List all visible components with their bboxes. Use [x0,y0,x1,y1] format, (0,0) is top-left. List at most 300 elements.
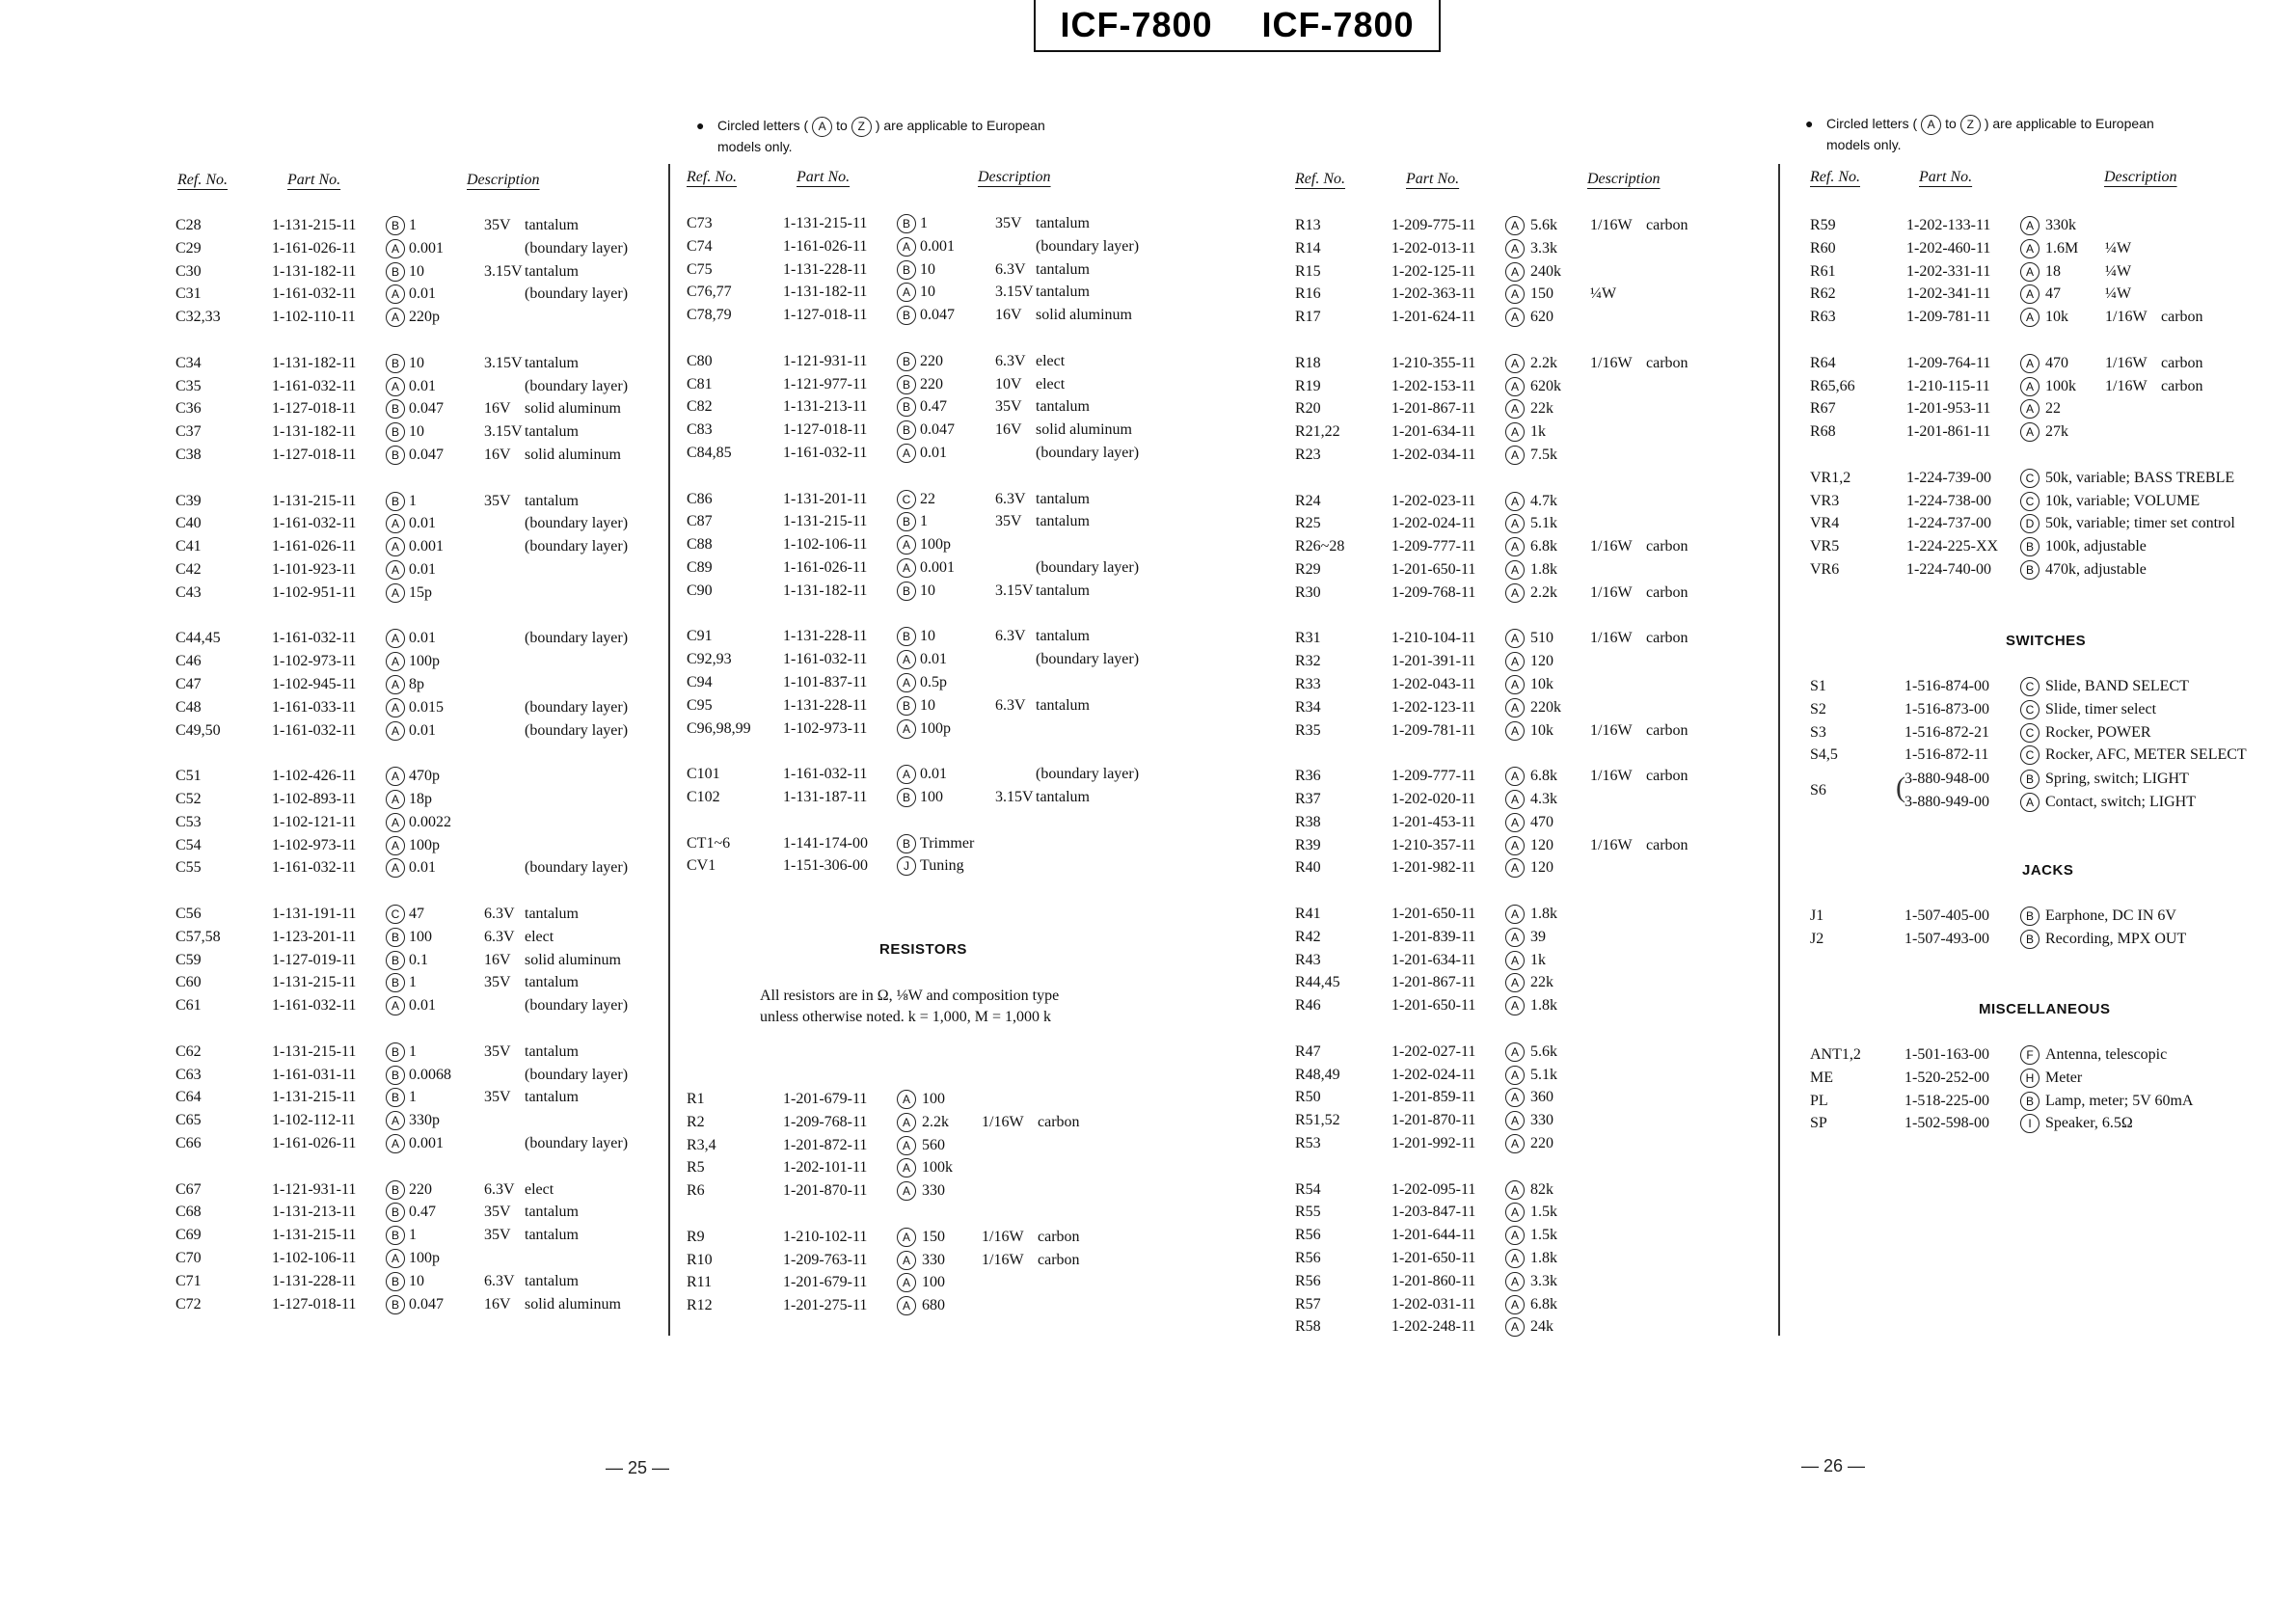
ref-no: J1 [1810,907,1824,924]
value: 330 [922,1182,945,1200]
part-no: 1-201-650-11 [1391,1250,1476,1266]
ref-no: R21,22 [1295,423,1340,441]
part-row [1810,558,2273,582]
type: tantalum [525,974,579,991]
part-no: 1-209-781-11 [1391,721,1476,739]
rating: 1/16W [982,1113,1024,1130]
part-no: 1-127-018-11 [783,421,868,439]
part-row [176,1224,658,1247]
ref-no: C87 [687,513,713,530]
part-no: 1-102-112-11 [272,1112,356,1129]
circled-letter-b: B [897,627,916,646]
part-no: 1-102-951-11 [272,583,357,601]
part-row [687,556,1169,580]
type: solid aluminum [525,447,621,463]
value: 0.01 [920,445,947,461]
value: 150 [922,1228,945,1245]
circled-letter-a: A [1505,1042,1525,1062]
part-no: 1-201-391-11 [1391,653,1476,670]
ref-no: C36 [176,400,202,418]
part-row [687,694,1169,717]
circled-letter-b: B [386,422,405,442]
circled-letter-j: J [897,856,916,876]
part-no: 1-131-215-11 [783,513,868,530]
value: 330p [409,1112,440,1129]
value: 0.001 [409,1135,444,1151]
part-row [176,926,658,949]
rating: 35V [484,217,511,233]
type: tantalum [525,906,579,922]
value: 2.2k [1530,354,1557,371]
rating: 6.3V [484,1272,515,1289]
ref-no: C95 [687,696,713,714]
part-no: 1-161-032-11 [272,721,357,739]
part-no: 1-210-102-11 [783,1228,868,1245]
circled-letter-c: C [2020,469,2039,488]
ref-no: R2 [687,1113,705,1130]
value: 330k [2045,217,2076,233]
ref-no: R55 [1295,1204,1321,1221]
part-no: 1-209-763-11 [783,1251,868,1268]
description: Antenna, telescopic [2045,1046,2168,1063]
type: (boundary layer) [1036,445,1140,461]
value: 1.5k [1530,1204,1557,1221]
ref-no: C73 [687,215,713,231]
part-row [1295,765,1739,788]
value: 10 [409,262,424,280]
part-no: 1-209-777-11 [1391,538,1476,555]
circled-letter-a: A [2020,308,2039,327]
page-number-left: — 25 — [606,1458,670,1477]
description: Slide, BAND SELECT [2045,678,2189,694]
rating: 1/16W [2105,354,2147,371]
rating: 6.3V [484,928,515,945]
value: 1.6M [2045,239,2079,257]
value: 120 [1530,859,1553,877]
part-row [687,832,1169,855]
part-no: 1-209-777-11 [1391,768,1476,785]
circled-letter-a: A [1505,537,1525,556]
part-no: 1-210-355-11 [1391,354,1476,371]
ref-no: S2 [1810,700,1826,717]
circled-letter-a: A [897,1181,916,1201]
part-row [176,949,658,972]
type: tantalum [525,1272,579,1289]
circled-letter-a: A [386,996,405,1015]
part-no: 1-202-095-11 [1391,1180,1476,1198]
type: tantalum [1036,215,1090,231]
ref-no: C66 [176,1135,202,1151]
type: carbon [1038,1113,1080,1130]
part-row [176,788,658,811]
ref-no: R32 [1295,653,1321,670]
part-row [687,648,1169,671]
value: 1 [409,1089,417,1106]
rating: 35V [995,513,1022,530]
part-row [176,834,658,857]
value: 120 [1530,836,1553,853]
description-header: Description [2104,169,2177,185]
circled-letter-b: B [897,306,916,325]
circled-letter-c: C [897,490,916,509]
circled-letter-a: A [1505,1180,1525,1200]
ref-no: C94 [687,674,713,690]
part-row [176,765,658,788]
part-no: 1-127-018-11 [272,400,357,418]
circled-letter-a: A [2020,793,2039,812]
circled-letter-a: A [1505,1317,1525,1337]
ref-no: C39 [176,492,202,509]
type: tantalum [1036,789,1090,805]
circled-letter-a: A [386,537,405,556]
circled-letter-a: A [1505,813,1525,832]
ref-no: C63 [176,1066,202,1083]
rating: 6.3V [995,696,1026,714]
ref-no: R19 [1295,377,1321,394]
type: tantalum [525,1042,579,1060]
part-no: 1-161-032-11 [783,651,868,668]
part-no: 1-131-182-11 [783,582,868,599]
rating: 10V [995,375,1022,392]
part-no: 1-518-225-00 [1904,1092,1989,1109]
circled-letter-b: B [897,375,916,394]
ref-no: C47 [176,676,202,692]
part-row [176,490,658,513]
rating: 3.15V [484,262,523,280]
rating: 1/16W [1590,768,1633,785]
ref-no: C78,79 [687,307,732,324]
value: 0.001 [920,559,955,576]
part-row [1295,719,1739,743]
part-no: 1-102-121-11 [272,813,357,830]
part-row [687,488,1169,511]
circled-letter-b: B [386,1295,405,1314]
rating: 35V [995,398,1022,416]
part-row [687,786,1169,809]
ref-no: C30 [176,262,202,280]
ref-no: R25 [1295,515,1321,532]
rating: ¼W [2105,239,2132,257]
value: 0.01 [409,377,436,394]
value: 100 [409,928,432,945]
rating: 6.3V [995,260,1026,278]
description: Rocker, POWER [2045,723,2151,741]
part-row [687,258,1169,282]
ref-no: C96,98,99 [687,719,751,737]
ref-no: C81 [687,375,713,392]
value: 0.001 [409,538,444,555]
circled-letter-b: B [386,1088,405,1107]
part-no: 1-507-405-00 [1904,907,1989,924]
part-row [1295,558,1739,582]
type: tantalum [1036,260,1090,278]
part-row [1295,673,1739,696]
rating: ¼W [1590,285,1617,303]
part-row [1810,1090,2263,1113]
circled-letter-b: B [386,1272,405,1291]
value: 470k, adjustable [2045,561,2147,578]
part-row [176,306,658,329]
value: 24k [1530,1318,1553,1336]
circled-letter-b: B [897,788,916,807]
part-row [1295,237,1739,260]
ref-no: R57 [1295,1295,1321,1313]
part-no: 1-161-026-11 [272,239,357,257]
circled-letter-a: A [386,675,405,694]
jacks-title: JACKS [2022,862,2074,879]
circled-letter-a: A [1505,239,1525,258]
ref-no: R30 [1295,583,1321,601]
type: carbon [1038,1228,1080,1245]
part-row [1810,352,2273,375]
rating: 1/16W [1590,721,1633,739]
part-row [687,717,1169,741]
rating: 35V [484,1227,511,1244]
circled-letter-b: B [2020,907,2039,926]
part-no: 1-131-215-11 [272,492,357,509]
part-row [1295,627,1739,650]
rating: 1/16W [1590,836,1633,853]
type: (boundary layer) [525,698,629,716]
ref-no: R53 [1295,1135,1321,1151]
ref-no: C61 [176,997,202,1015]
part-no: 1-202-460-11 [1906,239,1991,257]
part-row [1295,1224,1739,1247]
circled-letter-a: A [386,1249,405,1268]
ref-no: C69 [176,1227,202,1244]
part-row [1295,1064,1739,1087]
circled-letter-a: A [1505,721,1525,741]
part-row [1810,905,2263,928]
part-no: 1-102-973-11 [272,836,357,853]
circled-letter-b: B [897,260,916,280]
value: 1.8k [1530,906,1557,922]
part-no: 1-201-275-11 [783,1297,868,1314]
part-no: 1-131-228-11 [783,696,868,714]
ref-no: R42 [1295,928,1321,945]
value: 10 [920,696,935,714]
circled-letter-a: A [1505,1203,1525,1222]
part-row [176,971,658,994]
value: 0.5p [920,674,947,690]
ref-no: R10 [687,1251,713,1268]
circled-letter-a: A [386,583,405,603]
circled-letter-a: A [2020,377,2039,396]
model-title-right: ICF-7800 [1261,5,1415,44]
value: 1 [920,513,928,530]
part-row [1810,420,2273,444]
part-no: 1-210-115-11 [1906,377,1990,394]
rating: 6.3V [995,628,1026,645]
type: carbon [2161,354,2203,371]
ref-no: R61 [1810,262,1836,280]
circled-letter-a: A [1505,560,1525,580]
part-row [176,1064,658,1087]
part-no: 1-161-033-11 [272,698,357,716]
part-row [687,625,1169,648]
description: Spring, switch; LIGHT [2045,771,2189,787]
model-title-left: ICF-7800 [1060,5,1213,44]
type: carbon [1646,768,1688,785]
part-no: 3-880-949-00 [1904,793,1989,810]
ref-no: J2 [1810,930,1824,947]
part-row [176,1132,658,1155]
ref-no: R5 [687,1159,705,1177]
ref-no: R29 [1295,561,1321,578]
part-no: 1-127-019-11 [272,951,357,968]
value: 4.7k [1530,492,1557,509]
part-no: 1-131-215-11 [272,217,357,233]
value: 0.047 [920,307,955,324]
ref-no: C67 [176,1180,202,1198]
ref-no: R18 [1295,354,1321,371]
value: 0.047 [409,447,444,463]
circled-letter-b: B [386,951,405,970]
part-row [1810,675,2263,698]
ref-no: ANT1,2 [1810,1046,1861,1063]
ref-no: C60 [176,974,202,991]
part-no: 1-202-248-11 [1391,1318,1476,1336]
part-row [1810,512,2273,535]
ref-no: R34 [1295,698,1321,716]
rating: 35V [995,215,1022,231]
circled-letter-a: A [1505,1272,1525,1291]
miscellaneous-title: MISCELLANEOUS [1979,1001,2111,1017]
circled-letter-b: B [897,397,916,417]
part-row [1295,1086,1739,1109]
value: 0.01 [409,285,436,303]
part-no: 1-502-598-00 [1904,1115,1989,1132]
part-no: 1-202-027-11 [1391,1042,1476,1060]
part-no: 1-201-870-11 [1391,1112,1476,1129]
part-no: 1-102-426-11 [272,768,357,785]
value: 0.0022 [409,813,451,830]
circled-letter-b: B [386,928,405,947]
circled-letter-a: A [897,1090,916,1109]
value: 10k, variable; VOLUME [2045,492,2201,509]
part-row [1810,1067,2263,1090]
circled-letter-a: A [897,237,916,257]
ref-no: R63 [1810,309,1836,326]
part-row [687,763,1169,786]
circled-letter-a: A [1505,1111,1525,1130]
value: 18 [2045,262,2061,280]
value: 50k, variable; BASS TREBLE [2045,469,2235,486]
value: 0.47 [920,398,947,416]
value: 10 [409,423,424,441]
part-row [176,650,658,673]
part-row [687,1294,1169,1317]
type: carbon [2161,377,2203,394]
circled-letter-a: A [1505,698,1525,717]
value: 15p [409,583,432,601]
part-no: 1-201-634-11 [1391,423,1476,441]
ref-no: C82 [687,398,713,416]
part-row [1295,811,1739,834]
part-no: 1-127-018-11 [272,1295,357,1313]
type: solid aluminum [1036,421,1132,439]
value: 0.047 [409,400,444,418]
switches-title: SWITCHES [2006,633,2087,649]
value: 1.8k [1530,997,1557,1015]
circled-letter-a: A [386,514,405,533]
part-no: 1-131-215-11 [272,974,357,991]
rating: 6.3V [484,906,515,922]
part-no: 1-131-213-11 [783,398,868,416]
value: 6.8k [1530,1295,1557,1313]
ref-no: R38 [1295,813,1321,830]
ref-no: R33 [1295,676,1321,692]
rating: 35V [484,974,511,991]
ref-no: C34 [176,354,202,371]
part-no: 1-202-133-11 [1906,217,1991,233]
part-no: 1-131-228-11 [783,628,868,645]
part-no: 1-201-859-11 [1391,1089,1476,1106]
type: elect [1036,375,1066,392]
circled-letter-a: A [1505,284,1525,304]
circled-letter-a: A [1505,354,1525,373]
part-row [1295,582,1739,605]
ref-no: S4,5 [1810,746,1838,764]
part-no: 1-209-768-11 [783,1113,868,1130]
rating: 1/16W [1590,354,1633,371]
value: 470 [2045,354,2068,371]
circled-letter-a: A [386,284,405,304]
circled-letter-a: A [386,721,405,741]
part-no: 1-131-215-11 [783,215,868,231]
type: tantalum [1036,582,1090,599]
value: 0.001 [409,239,444,257]
part-row [176,1109,658,1132]
part-no: 1-131-182-11 [783,284,868,301]
circled-letter-a: A [2020,216,2039,235]
type: carbon [1646,630,1688,647]
circled-letter-a: A [897,558,916,578]
rating: 35V [484,492,511,509]
circled-letter-c: C [2020,723,2039,743]
value: 510 [1530,630,1553,647]
circled-letter-f: F [2020,1045,2039,1065]
circled-letter-a: A [1505,1226,1525,1245]
type: carbon [1646,217,1688,233]
part-no: 1-201-839-11 [1391,928,1476,945]
value: 0.47 [409,1204,436,1221]
ref-no: R68 [1810,423,1836,441]
type: tantalum [525,1204,579,1221]
description-header: Description [1587,171,1661,187]
ref-no: R60 [1810,239,1836,257]
rating: 16V [995,421,1022,439]
type: carbon [1646,836,1688,853]
part-no: 1-201-650-11 [1391,561,1476,578]
part-no: 1-201-679-11 [783,1274,868,1291]
part-row [1810,1112,2263,1135]
part-row [1295,696,1739,719]
ref-no: C89 [687,559,713,576]
circled-letter-a: A [2020,239,2039,258]
circled-letter-b: B [897,420,916,440]
part-no: 1-161-026-11 [272,1135,357,1151]
part-no: 1-127-018-11 [783,307,868,324]
circled-letter-d: D [2020,514,2039,533]
part-row [687,533,1169,556]
description: Rocker, AFC, METER SELECT [2045,746,2247,764]
part-no: 1-209-764-11 [1906,354,1991,371]
part-no: 1-209-781-11 [1906,309,1991,326]
type: carbon [1646,721,1688,739]
ref-no: C46 [176,653,202,670]
part-row [176,1270,658,1293]
